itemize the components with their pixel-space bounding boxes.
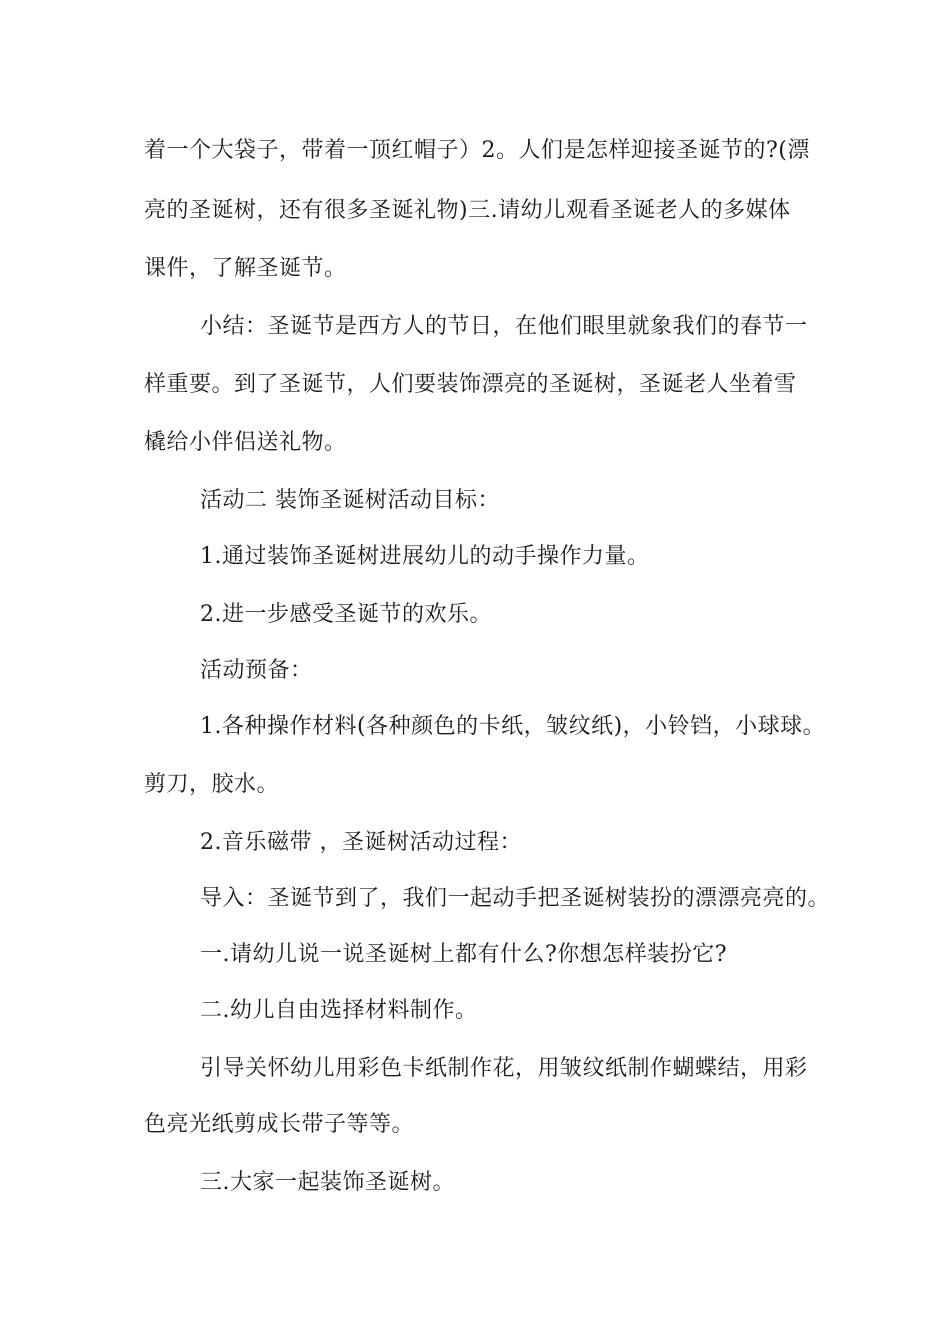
section-heading: 活动二 装饰圣诞树活动目标：	[200, 488, 500, 513]
list-item: 1.各种操作材料(各种颜色的卡纸，皱纹纸)，小铃铛，小球球。	[200, 714, 826, 739]
list-item: 2.音乐磁带 ，圣诞树活动过程：	[200, 830, 522, 855]
text-line: 着一个大袋子，带着一顶红帽子）2。人们是怎样迎接圣诞节的?(漂	[144, 138, 810, 163]
text-line: 橇给小伴侣送礼物。	[144, 430, 347, 455]
paragraph-intro: 导入：圣诞节到了，我们一起动手把圣诞树装扮的漂漂亮亮的。	[200, 886, 831, 911]
text-line: 剪刀，胶水。	[144, 772, 280, 797]
paragraph-guide: 引导关怀幼儿用彩色卡纸制作花，用皱纹纸制作蝴蝶结，用彩	[200, 1056, 808, 1081]
list-item: 二.幼儿自由选择材料制作。	[200, 998, 478, 1023]
text-line: 色亮光纸剪成长带子等等。	[144, 1112, 415, 1137]
list-item: 2.进一步感受圣诞节的欢乐。	[200, 602, 492, 627]
list-item: 三.大家一起装饰圣诞树。	[200, 1170, 455, 1195]
text-line: 样重要。到了圣诞节，人们要装饰漂亮的圣诞树，圣诞老人坐着雪	[144, 372, 797, 397]
list-item: 1.通过装饰圣诞树进展幼儿的动手操作力量。	[200, 544, 650, 569]
list-item: 一.请幼儿说一说圣诞树上都有什么?你想怎样装扮它?	[200, 942, 728, 967]
text-line: 课件，了解圣诞节。	[144, 256, 347, 281]
text-line: 亮的圣诞树，还有很多圣诞礼物)三.请幼儿观看圣诞老人的多媒体	[144, 198, 791, 223]
paragraph-summary: 小结：圣诞节是西方人的节日，在他们眼里就象我们的春节一	[200, 314, 808, 339]
section-heading: 活动预备：	[200, 658, 313, 683]
